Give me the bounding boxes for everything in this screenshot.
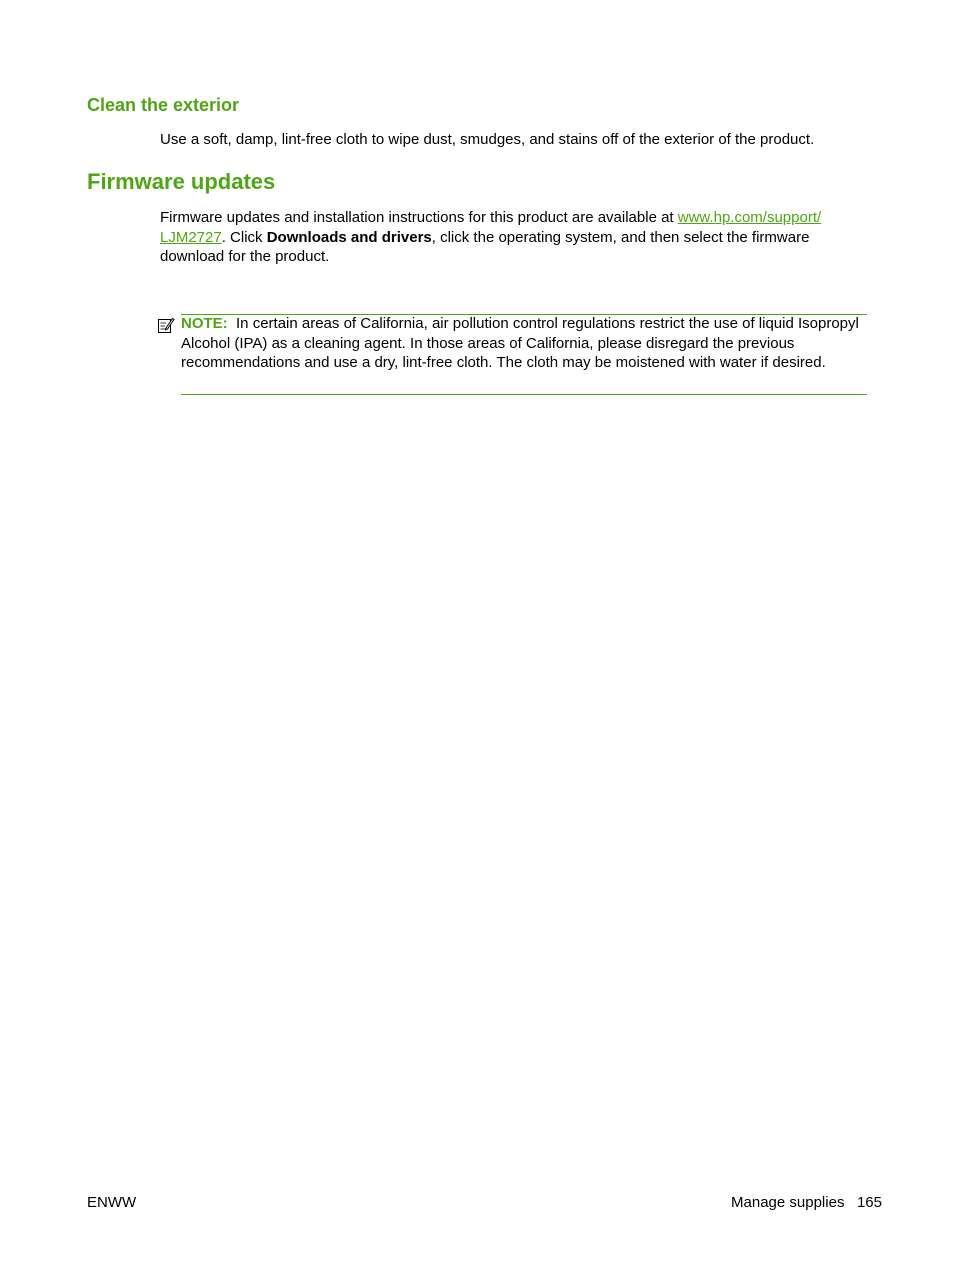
footer-right [731, 1193, 882, 1212]
section-heading-firmware-updates: Firmware updates [87, 169, 276, 194]
note-text [181, 314, 871, 373]
clean-exterior-paragraph: Use a soft, damp, lint-free cloth to wipe dust, smudges, and stains off of the exterior of the product. [160, 131, 815, 148]
note-body: In certain areas of California, air pollution control regulations restrict the use of liquid Isopropyl Alcohol (IPA) as a cleaning agent. In those areas of California, please disregard the previous recommendations and use a dry, lint-free cloth. The cloth may be moistened with water if desired. [181, 315, 859, 371]
downloads-and-drivers-text: Downloads and drivers [266, 228, 432, 246]
footer-left-label: ENWW [87, 1194, 137, 1211]
firmware-paragraph [160, 208, 872, 267]
note-label: NOTE: [181, 315, 228, 332]
hp-support-link-line2[interactable]: LJM2727 [160, 228, 222, 246]
footer-page-number: 165 [856, 1194, 882, 1211]
note-pencil-icon [157, 316, 175, 334]
firmware-text-end: , click the operating system, and then select the firmware download for the product. [160, 228, 810, 265]
footer-section-title: Manage supplies [731, 1194, 845, 1211]
firmware-text-intro: Firmware updates and installation instructions for this product are available at [160, 209, 678, 226]
note-bottom-rule [181, 394, 867, 395]
hp-support-link-line1[interactable]: www.hp.com/support/ [677, 209, 822, 226]
section-heading-clean-exterior: Clean the exterior [87, 95, 240, 115]
firmware-text-click: . Click [221, 228, 267, 246]
